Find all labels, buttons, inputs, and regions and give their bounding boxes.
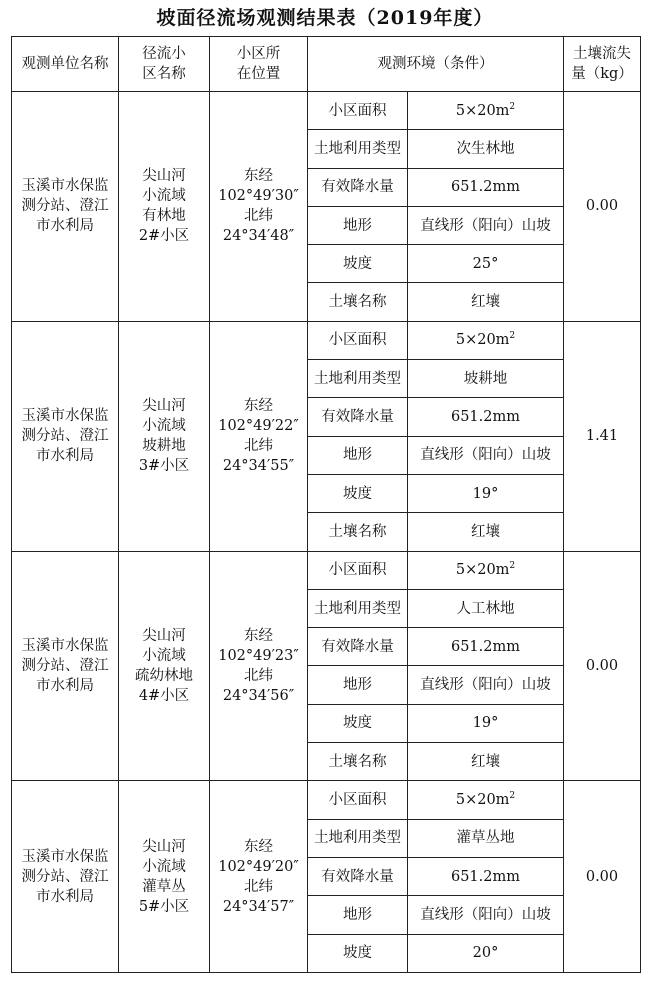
soil-loss-cell: 0.00 bbox=[564, 781, 641, 972]
env-value-cell bbox=[408, 245, 564, 283]
plot-location-cell: 东经 102°49′30″ 北纬 24°34′48″ bbox=[210, 92, 308, 322]
header-row bbox=[12, 37, 641, 92]
env-label-cell: 土壤名称 bbox=[308, 283, 408, 321]
env-label-cell: 土地利用类型 bbox=[308, 589, 408, 627]
table-row bbox=[12, 92, 641, 130]
env-label-cell: 小区面积 bbox=[308, 92, 408, 130]
env-value-text: 19° bbox=[472, 715, 499, 732]
env-label-cell: 土壤名称 bbox=[308, 743, 408, 781]
env-value-text: 直线形（阳向）山坡 bbox=[420, 217, 551, 234]
env-value-text: 5×20m bbox=[455, 102, 510, 119]
env-label-cell: 地形 bbox=[308, 436, 408, 474]
env-value-cell bbox=[408, 360, 564, 398]
superscript: 2 bbox=[509, 561, 516, 572]
header-unit: 观测单位名称 bbox=[12, 37, 119, 92]
results-table bbox=[11, 36, 641, 973]
env-value-cell bbox=[408, 628, 564, 666]
env-value-text: 25° bbox=[472, 255, 499, 272]
env-label-cell: 地形 bbox=[308, 896, 408, 934]
env-label-cell: 土地利用类型 bbox=[308, 130, 408, 168]
env-label-cell: 有效降水量 bbox=[308, 398, 408, 436]
plot-unit-cell: 玉溪市水保监 测分站、澄江 市水利局 bbox=[12, 551, 119, 781]
env-value-cell bbox=[408, 321, 564, 359]
env-label-cell: 土地利用类型 bbox=[308, 819, 408, 857]
env-value-cell bbox=[408, 666, 564, 704]
env-value-cell bbox=[408, 206, 564, 244]
env-value-text: 红壤 bbox=[471, 294, 500, 311]
superscript: 2 bbox=[509, 791, 516, 802]
header-environment: 观测环境（条件） bbox=[308, 37, 564, 92]
env-value-cell bbox=[408, 92, 564, 130]
env-label-cell: 坡度 bbox=[308, 934, 408, 972]
header-soil-loss: 土壤流失 量（kg） bbox=[564, 37, 641, 92]
table-row bbox=[12, 781, 641, 819]
env-value-cell bbox=[408, 474, 564, 512]
env-value-text: 5×20m bbox=[455, 562, 510, 579]
soil-loss-cell: 0.00 bbox=[564, 92, 641, 322]
env-value-text: 次生林地 bbox=[456, 140, 515, 157]
env-value-text: 5×20m bbox=[455, 332, 510, 349]
plot-name-cell: 尖山河 小流域 有林地 2#小区 bbox=[119, 92, 210, 322]
env-value-cell bbox=[408, 283, 564, 321]
header-location: 小区所 在位置 bbox=[210, 37, 308, 92]
env-value-cell bbox=[408, 704, 564, 742]
plot-name-cell: 尖山河 小流域 灌草丛 5#小区 bbox=[119, 781, 210, 972]
env-value-text: 人工林地 bbox=[456, 600, 515, 617]
plot-location-cell: 东经 102°49′20″ 北纬 24°34′57″ bbox=[210, 781, 308, 972]
superscript: 2 bbox=[509, 101, 516, 112]
env-value-cell bbox=[408, 168, 564, 206]
env-label-cell: 地形 bbox=[308, 666, 408, 704]
env-value-cell bbox=[408, 130, 564, 168]
plot-location-cell: 东经 102°49′23″ 北纬 24°34′56″ bbox=[210, 551, 308, 781]
plot-unit-cell: 玉溪市水保监 测分站、澄江 市水利局 bbox=[12, 92, 119, 322]
env-value-text: 红壤 bbox=[471, 523, 500, 540]
env-label-cell: 土地利用类型 bbox=[308, 360, 408, 398]
plot-name-cell: 尖山河 小流域 疏幼林地 4#小区 bbox=[119, 551, 210, 781]
env-value-text: 651.2mm bbox=[450, 409, 520, 426]
env-value-text: 651.2mm bbox=[450, 638, 520, 655]
superscript: 2 bbox=[509, 331, 516, 342]
env-value-cell bbox=[408, 896, 564, 934]
page-title: 坡面径流场观测结果表（2019年度） bbox=[156, 7, 494, 29]
env-value-text: 651.2mm bbox=[450, 868, 520, 885]
env-value-text: 651.2mm bbox=[450, 179, 520, 196]
env-value-cell bbox=[408, 743, 564, 781]
env-label-cell: 坡度 bbox=[308, 474, 408, 512]
plot-unit-cell: 玉溪市水保监 测分站、澄江 市水利局 bbox=[12, 781, 119, 972]
env-value-cell bbox=[408, 934, 564, 972]
env-value-text: 红壤 bbox=[471, 753, 500, 770]
env-value-text: 19° bbox=[472, 485, 499, 502]
env-value-text: 直线形（阳向）山坡 bbox=[420, 677, 551, 694]
env-label-cell: 小区面积 bbox=[308, 321, 408, 359]
env-value-cell bbox=[408, 513, 564, 551]
env-value-cell bbox=[408, 436, 564, 474]
plot-unit-cell: 玉溪市水保监 测分站、澄江 市水利局 bbox=[12, 321, 119, 551]
header-plot-name: 径流小 区名称 bbox=[119, 37, 210, 92]
env-value-cell bbox=[408, 819, 564, 857]
env-value-text: 坡耕地 bbox=[463, 370, 508, 387]
env-value-text: 直线形（阳向）山坡 bbox=[420, 906, 551, 923]
env-value-cell bbox=[408, 781, 564, 819]
env-label-cell: 小区面积 bbox=[308, 781, 408, 819]
table-row bbox=[12, 321, 641, 359]
env-label-cell: 有效降水量 bbox=[308, 628, 408, 666]
env-value-cell bbox=[408, 589, 564, 627]
env-value-text: 20° bbox=[472, 945, 499, 962]
env-label-cell: 地形 bbox=[308, 206, 408, 244]
soil-loss-cell: 1.41 bbox=[564, 321, 641, 551]
env-value-text: 5×20m bbox=[455, 791, 510, 808]
env-value-cell bbox=[408, 398, 564, 436]
env-label-cell: 坡度 bbox=[308, 704, 408, 742]
env-value-text: 灌草丛地 bbox=[456, 830, 515, 847]
env-label-cell: 土壤名称 bbox=[308, 513, 408, 551]
env-label-cell: 坡度 bbox=[308, 245, 408, 283]
env-label-cell: 小区面积 bbox=[308, 551, 408, 589]
env-value-cell bbox=[408, 551, 564, 589]
soil-loss-cell: 0.00 bbox=[564, 551, 641, 781]
table-body bbox=[12, 92, 641, 973]
env-value-text: 直线形（阳向）山坡 bbox=[420, 447, 551, 464]
env-value-cell bbox=[408, 857, 564, 895]
env-label-cell: 有效降水量 bbox=[308, 168, 408, 206]
plot-location-cell: 东经 102°49′22″ 北纬 24°34′55″ bbox=[210, 321, 308, 551]
plot-name-cell: 尖山河 小流域 坡耕地 3#小区 bbox=[119, 321, 210, 551]
table-row bbox=[12, 551, 641, 589]
env-label-cell: 有效降水量 bbox=[308, 857, 408, 895]
